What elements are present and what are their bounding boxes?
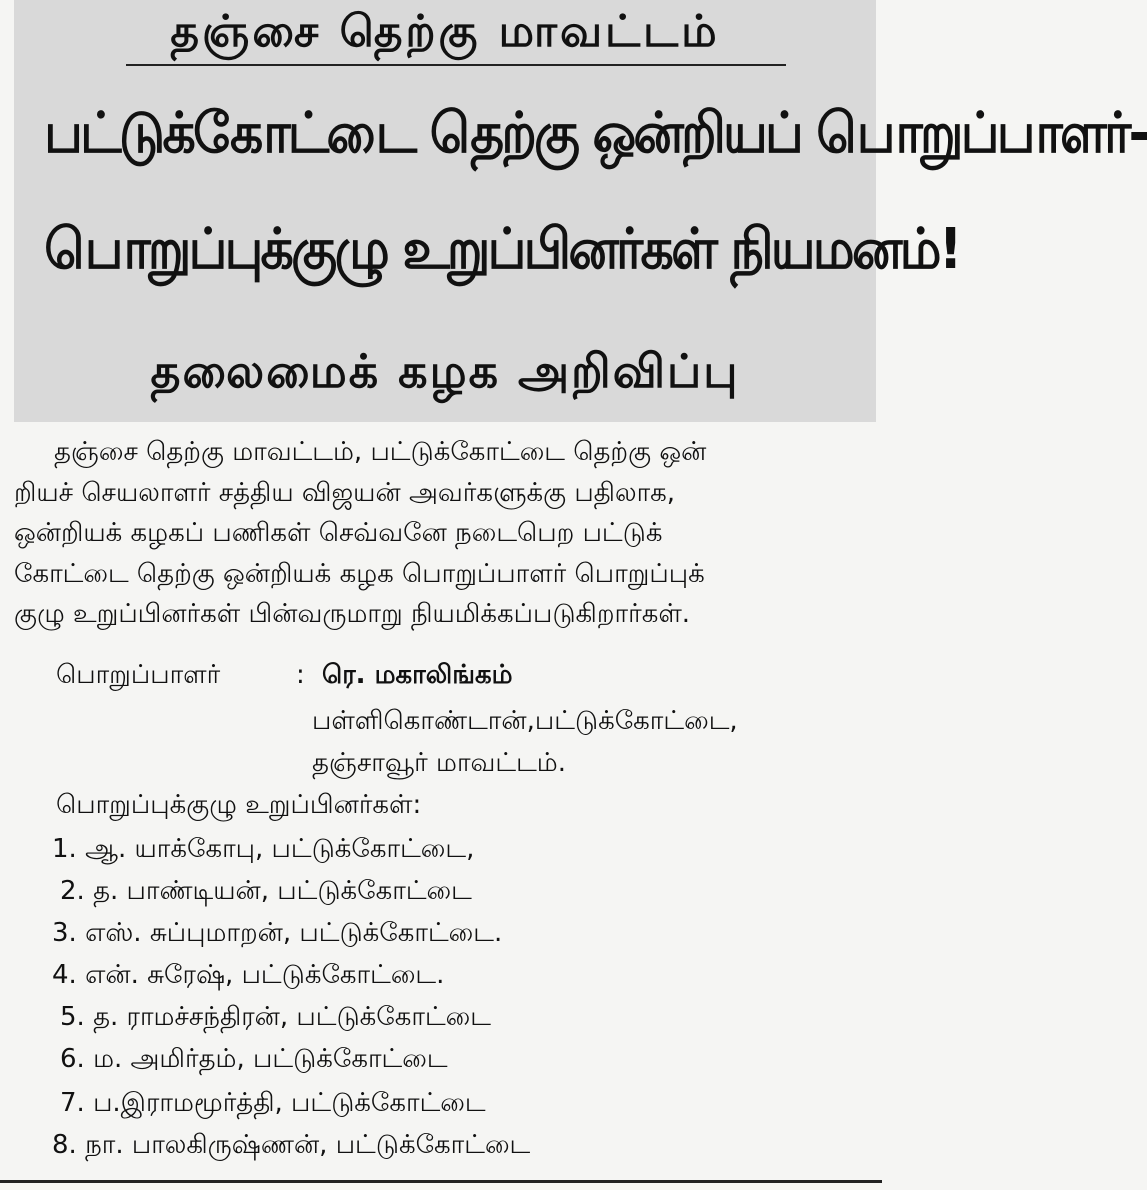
incharge-address-line-2: தஞ்சாவூர் மாவட்டம். xyxy=(312,748,566,778)
headline-line-2: பொறுப்புக்குழு உறுப்பினர்கள் நியமனம்! xyxy=(44,217,960,282)
member-item: 6. ம. அமிர்தம், பட்டுக்கோட்டை xyxy=(60,1044,448,1074)
district-title: தஞ்சை தெற்கு மாவட்டம் xyxy=(170,6,720,57)
member-item: 8. நா. பாலகிருஷ்ணன், பட்டுக்கோட்டை xyxy=(52,1130,531,1160)
paragraph-line: கோட்டை தெற்கு ஒன்றியக் கழக பொறுப்பாளர் பொறுப்புக் xyxy=(14,558,705,589)
member-item: 2. த. பாண்டியன், பட்டுக்கோட்டை xyxy=(60,876,472,906)
member-item: 3. எஸ். சுப்புமாறன், பட்டுக்கோட்டை. xyxy=(52,918,503,948)
announcement-body xyxy=(14,432,876,635)
incharge-label: பொறுப்பாளர் xyxy=(56,660,221,690)
paragraph-line: ஒன்றியக் கழகப் பணிகள் செவ்வனே நடைபெற பட்டுக் xyxy=(14,518,663,548)
member-item: 1. ஆ. யாக்கோபு, பட்டுக்கோட்டை, xyxy=(52,834,475,864)
title-underline xyxy=(126,64,786,66)
member-item: 5. த. ராமச்சந்திரன், பட்டுக்கோட்டை xyxy=(60,1002,491,1032)
member-item: 4. என். சுரேஷ், பட்டுக்கோட்டை. xyxy=(52,960,445,990)
headline-line-1: பட்டுக்கோட்டை தெற்கு ஒன்றியப் பொறுப்பாளர்- xyxy=(44,101,1147,166)
members-label: பொறுப்புக்குழு உறுப்பினர்கள்: xyxy=(56,790,422,820)
member-item: 7. ப.இராமமூர்த்தி, பட்டுக்கோட்டை xyxy=(60,1088,486,1118)
paragraph-line: தஞ்சை தெற்கு மாவட்டம், பட்டுக்கோட்டை தெற்கு ஒன் xyxy=(54,437,707,467)
subheading: தலைமைக் கழக அறிவிப்பு xyxy=(150,344,740,398)
announcement-header xyxy=(14,0,1147,422)
intro-paragraph xyxy=(14,432,876,635)
bottom-divider xyxy=(0,1180,882,1183)
paragraph-line: றியச் செயலாளர் சத்திய விஜயன் அவர்களுக்கு பதிலாக, xyxy=(14,477,676,508)
incharge-name: ரெ. மகாலிங்கம் xyxy=(322,660,513,690)
paragraph-line: குழு உறுப்பினர்கள் பின்வருமாறு நியமிக்கப்படுகிறார்கள். xyxy=(14,599,691,629)
incharge-colon: : xyxy=(296,660,305,690)
incharge-address-line-1: பள்ளிகொண்டான்,பட்டுக்கோட்டை, xyxy=(312,706,738,736)
